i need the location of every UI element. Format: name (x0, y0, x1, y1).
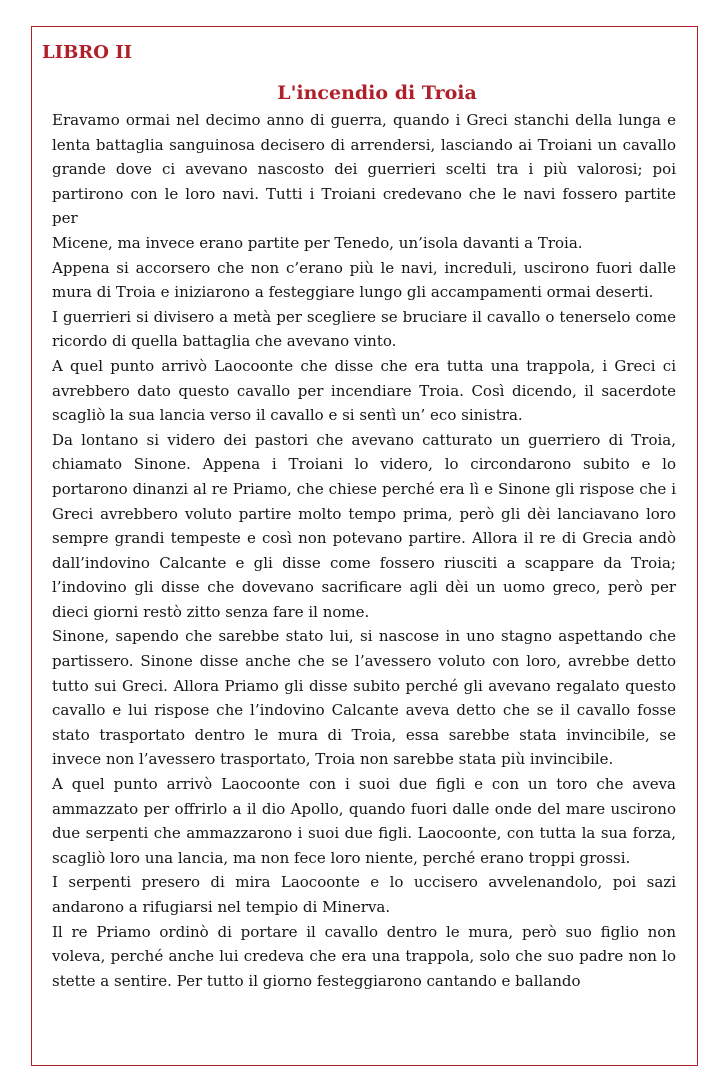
book-label: LIBRO II (42, 42, 133, 63)
paragraph: I guerrieri si divisero a metà per scegliere se bruciare il cavallo o tenerselo come ricordo di quella battaglia che avevano vinto. (52, 307, 676, 351)
paragraph: Il re Priamo ordinò di portare il cavallo dentro le mura, però suo figlio non voleva, perché anche lui credeva che era una trappola, solo che suo padre non lo stette a sentire. Per tutto il giorno festeggiarono cantando e ballando (52, 922, 676, 990)
body-text (52, 108, 676, 993)
paragraph: I serpenti presero di mira Laocoonte e lo uccisero avvelenandolo, poi sazi andarono a rifugiarsi nel tempio di Minerva. (52, 873, 676, 916)
paragraph: Appena si accorsero che non c’erano più le navi, increduli, uscirono fuori dalle mura di Troia e iniziarono a festeggiare lungo gli accampamenti ormai deserti. (52, 258, 676, 302)
chapter-title: L'incendio di Troia (277, 82, 477, 104)
paragraph: A quel punto arrivò Laocoonte con i suoi due figli e con un toro che aveva ammazzato per offrirlo a il dio Apollo, quando fuori dalle onde del mare uscirono due serpenti che ammazzarono i suoi due figli. Laocoonte, con tutta la sua forza, scagliò loro una lancia, ma non fece loro niente, perché erano troppi grossi. (52, 775, 676, 867)
paragraph: Sinone, sapendo che sarebbe stato lui, si nascose in uno stagno aspettando che partissero. Sinone disse anche che se l’avessero voluto con loro, avrebbe detto tutto sui Greci. Allora Priamo gli disse subito perché gli avevano regalato questo cavallo e lui rispose che l’indovino Calcante aveva detto che se il cavallo fosse stato trasportato dentro le mura di Troia, essa sarebbe stata invincibile, se invece non l’avessero trasportato, Troia non sarebbe stata più invincibile. (52, 627, 676, 769)
paragraph: Da lontano si videro dei pastori che avevano catturato un guerriero di Troia, chiamato Sinone. Appena i Troiani lo videro, lo circondarono subito e lo portarono dinanzi al re Priamo, che chiese perché era lì e Sinone gli rispose che i Greci avrebbero voluto partire molto tempo prima, però gli dèi lanciavano loro sempre grandi tempeste e così non potevano partire. Allora il re di Grecia andò dall’indovino Calcante e gli disse come fossero riusciti a scappare da Troia; l’indovino gli disse che dovevano sacrificare agli dèi un uomo greco, però per dieci giorni restò zitto senza fare il nome. (52, 430, 676, 621)
paragraph: A quel punto arrivò Laocoonte che disse che era tutta una trappola, i Greci ci avrebbero dato questo cavallo per incendiare Troia. Così dicendo, il sacerdote scagliò la sua lancia verso il cavallo e si sentì un’ eco sinistra. (52, 356, 676, 425)
paragraph: Eravamo ormai nel decimo anno di guerra, quando i Greci stanchi della lunga e lenta battaglia sanguinosa decisero di arrendersi, lasciando ai Troiani un cavallo grande dove ci avevano nascosto dei guerrieri scelti tra i più valorosi; poi partirono con le loro navi. Tutti i Troiani credevano che le navi fossero partite per (52, 111, 676, 228)
paragraph: Micene, ma invece erano partite per Tenedo, un’isola davanti a Troia. (52, 233, 583, 252)
